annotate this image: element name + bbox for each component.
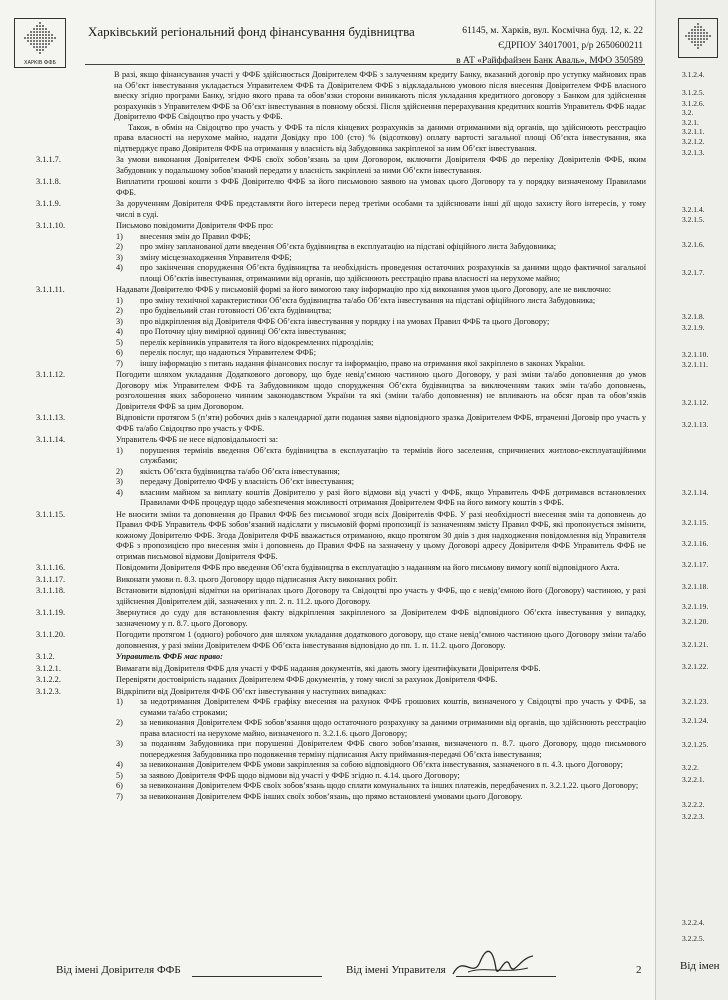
clause-text: Виплатити грошові кошти з ФФБ Довірителю ФФБ за його письмовою заявою на умовах цього Договору та у порядку визначеному Правилами ФФБ. [116, 177, 646, 197]
list-item-number: 1) [116, 445, 123, 455]
next-page-clause-number: 3.2.1.5. [682, 215, 705, 224]
clause-text: За дорученням Довірителя ФФБ представляти його інтереси перед третіми особами та здійснювати інші дії щодо захисту його інтересів, у тому числі в суді. [116, 199, 646, 219]
next-page-clause-number: 3.1.2.5. [682, 88, 705, 97]
next-page-clause-number: 3.2.1.6. [682, 240, 705, 249]
list-item [36, 317, 646, 328]
organization-details [456, 24, 643, 69]
logo-caption: ХАРКІВ ФФБ [24, 60, 56, 66]
clause-number: 3.1.1.14. [36, 435, 66, 444]
clause-number: 3.1.1.12. [36, 370, 66, 379]
next-page-clause-number: 3.2.1.11. [682, 360, 708, 369]
next-page-clause-number: 3.2.1.4. [682, 205, 705, 214]
next-page-clause-number: 3.2.1.16. [682, 539, 709, 548]
clause-row [36, 221, 646, 232]
list-item-text: за невиконання Довірителем ФФБ своїх зобов’язань щодо сплати комунальних та інших платежів, передбачених п. 3.2.1.22. цього Договору; [140, 781, 639, 790]
clause-number: 3.1.2.3. [36, 686, 61, 696]
list-item-number: 1) [116, 697, 123, 706]
list-item [36, 771, 646, 782]
clause-row [36, 413, 646, 434]
clause-number: 3.1.1.13. [36, 413, 66, 422]
fund-logo-partial [678, 18, 718, 58]
clause-row [36, 435, 646, 446]
list-item [36, 242, 646, 253]
list-item-number: 3) [116, 316, 123, 326]
list-item-text: про закінчення спорудження Об’єкта будівництва та необхідність проведення остаточних розрахунків за даними щодо фактичної загальної площі Об’єктів інвестування, отриманими від органів, що здійснюють реєстрацію права власності на нерухоме майно; [140, 263, 646, 283]
list-item-text: про зміну запланованої дати введення Об’єкта будівництва в експлуатацію на підставі офіційного листа Забудовника; [140, 242, 557, 251]
list-item-text: зміну місцезнаходження Управителя ФФБ; [140, 252, 292, 262]
signature-line-trustor [192, 976, 322, 977]
list-item [36, 338, 646, 349]
clause-text: Управитель ФФБ не несе відповідальності за: [116, 435, 278, 444]
list-item-number: 2) [116, 306, 123, 315]
section-title: Управитель ФФБ має право: [116, 652, 223, 661]
clause-row [36, 630, 646, 651]
list-item [36, 348, 646, 359]
clause-text: Перевіряти достовірність наданих Довірителем ФФБ документів, у тому числі за рахунок Довірителя ФФБ. [116, 675, 498, 684]
next-page-clause-number: 3.1.2.6. [682, 99, 705, 108]
list-item-number: 7) [116, 358, 123, 368]
list-item-number: 1) [116, 295, 123, 305]
clause-number: 3.1.1.15. [36, 509, 66, 519]
document-body [36, 70, 646, 802]
list-item [36, 760, 646, 771]
organization-title: Харківський регіональний фонд фінансування будівництва [88, 24, 415, 39]
list-item-text: за недотримання Довірителем ФФБ графіку внесення на рахунок ФФБ грошових коштів, визначеного у Свідоцтві про участь у ФФБ, за сумами та/або строками; [140, 697, 646, 717]
list-item-number: 3) [116, 477, 123, 486]
next-page-clause-number: 3.2.2. [682, 763, 699, 772]
section-heading-row [36, 652, 646, 663]
clause-text: Не вносити зміни та доповнення до Правил ФФБ без письмової згоди всіх Довірителів ФФБ. У разі необхідності внесення змін та доповнень до Правил ФФБ Управитель ФФБ зобов’язаний надіслати у письмовій формі пропозиції із зазначенням змісту Правил ФФБ, які пропонується змінити, кожному Довірителю ФФБ. Згода Довірителя ФФБ вважається отриманою, якщо протягом 30 днів з дня надходження повідомлення від Управителя ФФБ з пропозицією про внесення змін і доповнень до Правил ФФБ на зазначену у цьому Договорі адресу Довірителя ФФБ Управитель ФФБ не отримав письмової відмови Довірителя ФФБ. [116, 509, 646, 561]
list-item [36, 467, 646, 478]
list-item-text: передачу Довірителю ФФБ у власність Об’єкт інвестування; [140, 477, 355, 486]
next-page-clause-number: 3.2.1.12. [682, 398, 709, 407]
clause-text: Письмово повідомити Довірителя ФФБ про: [116, 221, 274, 230]
clause-row [36, 370, 646, 412]
clause-text: Повідомити Довірителя ФФБ про введення Об’єкта будівництва в експлуатацію з наданням на його письмову вимогу копії відповідного Акта. [116, 563, 620, 572]
list-item-number: 7) [116, 791, 123, 801]
next-page-clause-number: 3.1.2.4. [682, 70, 705, 79]
clause-row [36, 155, 646, 176]
list-item [36, 327, 646, 338]
list-item [36, 359, 646, 370]
clause-number: 3.1.1.19. [36, 608, 66, 617]
organization-edrpou: ЄДРПОУ 34017001, р/р 2650600211 [498, 41, 643, 51]
list-item [36, 739, 646, 760]
clause-row [36, 575, 646, 586]
footer-left-label: Від імені Довірителя ФФБ [56, 964, 181, 976]
next-page-clause-number: 3.2.1.15. [682, 518, 709, 527]
clause-number: 3.1.1.9. [36, 199, 61, 208]
list-item-text: за невиконання Довірителем ФФБ інших своїх зобов’язань, що прямо встановлені умовами цього Договору. [140, 791, 523, 801]
clause-row [36, 687, 646, 698]
list-item-text: якість Об’єкта будівництва та/або Об’єкта інвестування; [140, 466, 340, 476]
next-page-clause-number: 3.2.1.2. [682, 137, 705, 146]
clause-row [36, 285, 646, 296]
clause-number: 3.1.2.1. [36, 663, 61, 673]
next-page-clause-number: 3.2.2.4. [682, 918, 705, 927]
next-page-clause-number: 3.2.1.23. [682, 697, 709, 706]
list-item-number: 4) [116, 760, 123, 769]
next-page-clause-number: 3.2.1.9. [682, 323, 705, 332]
list-item-text: за поданням Забудовника при порушенні Довірителем ФФБ свого зобов’язання, визначеного п. 8.7. цього Договору, щодо письмового попередження Забудовника про подовження терміну підписання Акту приймання-передачі Об’єкта інвестування; [140, 739, 646, 759]
list-item-number: 1) [116, 231, 123, 241]
fund-logo [14, 18, 66, 68]
clause-number: 3.1.1.16. [36, 563, 66, 572]
clause-number: 3.1.1.17. [36, 574, 66, 584]
list-item [36, 718, 646, 739]
clause-text: Відповісти протягом 5 (п’яти) робочих днів з календарної дати подання заяви відповідного зразка Довірителем ФФБ, втраченні Договір про участь у ФФБ та/або Свідоцтво про участь у ФФБ. [116, 413, 646, 433]
intro-paragraph: Також, в обмін на Свідоцтво про участь у ФФБ та після кінцевих розрахунків за даними отриманими від органів, що здійснюють реєстрацію права власності на нерухоме майно, надати Довідку про 100 (сто) % (відсоткову) оплату вартості загальної площі Об’єкта інвестування, яка підтверджує право Довірителя ФФБ на отримання у власність від Забудовника закріпленої за ним Об’єкт інвестування. [114, 122, 646, 153]
list-item-number: 4) [116, 327, 123, 336]
next-page-clause-number: 3.2.1.7. [682, 268, 705, 277]
list-item-text: іншу інформацію з питань надання фінансових послуг та інформацію, право на отримання якої закріплено в законах України. [140, 358, 586, 368]
next-page-clause-number: 3.2.1.17. [682, 560, 709, 569]
organization-address: 61145, м. Харків, вул. Космічна буд. 12, к. 22 [462, 26, 643, 36]
list-item-number: 4) [116, 487, 123, 497]
clause-row [36, 177, 646, 198]
list-item-text: про зміну технічної характеристики Об’єкта будівництва та/або Об’єкта інвестування на підставі офіційного листа Забудовника; [140, 295, 596, 305]
clause-text: Вимагати від Довірителя ФФБ для участі у ФФБ надання документів, які дають змогу ідентифікувати Довірителя ФФБ. [116, 663, 541, 673]
organization-bank: в АТ «Райффайзен Банк Аваль», МФО 350589 [456, 56, 643, 66]
list-item-number: 4) [116, 263, 123, 272]
next-page-footer-fragment: Від імен [680, 960, 720, 972]
clause-number: 3.1.1.7. [36, 155, 61, 164]
clause-row [36, 675, 646, 686]
clause-number: 3.1.2.2. [36, 675, 61, 684]
list-item-text: про відкріплення від Довірителя ФФБ Об’єкта інвестування у порядку і на умовах Правил ФФБ та цього Договору; [140, 316, 550, 326]
clause-text: Погодити протягом 1 (одного) робочого дня шляхом укладання додаткового договору, що стане невід’ємною частиною цього Договору зміни та/або доповнення, у разі зміни Довірителем ФФБ Об’єкта інвестування відповідно до пп. 1. п. 11.2. цього Договору. [116, 630, 646, 650]
list-item [36, 446, 646, 467]
list-item [36, 296, 646, 307]
list-item-number: 2) [116, 718, 123, 727]
list-item-text: про Поточну ціну вимірної одиниці Об’єкта інвестування; [140, 327, 347, 336]
list-item [36, 306, 646, 317]
list-item-number: 2) [116, 466, 123, 476]
list-item-number: 5) [116, 337, 123, 347]
clause-number: 3.1.1.8. [36, 177, 61, 186]
list-item [36, 263, 646, 284]
list-item-text: внесення змін до Правил ФФБ; [140, 231, 251, 241]
next-page-clause-number: 3.2.2.3. [682, 812, 705, 821]
list-item-text: перелік керівників управителя та його відокремлених підрозділів; [140, 337, 374, 347]
clause-text: За умови виконання Довірителем ФФБ своїх зобов’язань за цим Договором, включити Довірителя ФФБ до переліку Довірителів ФФБ, яким Забудовник у подальшому зобов’язаний передати у власність закріплені за ними Об’єкти інвестування. [116, 155, 646, 175]
clause-text: Погодити шляхом укладання Додаткового договору, що буде невід’ємною частиною цього Договору, у разі зміни та/або доповнення до умов Договору між Управителем ФФБ та Забудовником щодо спорудження Об’єкта будівництва за виключенням таких змін та/або доповнень, розголошення яких заборонено чинним законодавством України та які (зміни та/або доповнення) не впливають на обсяг прав та обов’язків Довірителя ФФБ за цим Договором. [116, 370, 646, 411]
list-item-number: 2) [116, 242, 123, 251]
intro-paragraph: В разі, якщо фінансування участі у ФФБ здійснюється Довірителем ФФБ з залученням кредиту Банку, вказаний договір про уступку майнових прав на Об’єкт інвестування укладається Управителем ФФБ та Довірителем ФФБ з відкладальною умовою після внесення Довірителем ФФБ власного внеску згідно програми Банку, згідно якого права та обов’язки сторони виникають після укладання кредитного договору з Банком для здійснення розрахунків з Управителем ФФБ за Об’єкт інвестування в повному обсязі. Після здійснення перерахування кредитних коштів Управитель ФФБ надає Довірителю ФФБ Свідоцтво про участь у ФФБ. [114, 70, 646, 121]
list-item-number: 6) [116, 348, 123, 357]
section-number: 3.1.2. [36, 652, 55, 661]
clause-text: Встановити відповідні відмітки на оригіналах цього Договору та Свідоцтві про участь у ФФБ, що є невід’ємною його (Договору) частиною, у разі здійснення Довірителем дій, зазначених у пп. 2. п. 11.2. цього Договору. [116, 586, 646, 606]
list-item [36, 697, 646, 718]
next-page-clause-number: 3.2.1.10. [682, 350, 709, 359]
clause-text: Надавати Довірителю ФФБ у письмовій формі за його вимогою таку інформацію про хід виконання умов цього Договору, але не виключно: [116, 285, 612, 294]
next-page-clause-number: 3.2.1.8. [682, 312, 705, 321]
list-item [36, 781, 646, 792]
list-item-number: 5) [116, 770, 123, 780]
list-item-text: порушення термінів введення Об’єкта будівництва в експлуатацію та термінів його заселення, спричинених житлово-експлуатаційними службами; [140, 445, 646, 465]
clause-number: 3.1.1.18. [36, 586, 66, 595]
footer-right-label: Від імені Управителя [346, 964, 446, 976]
clause-number: 3.1.1.10. [36, 221, 66, 230]
next-page-clause-number: 3.2.1.19. [682, 602, 709, 611]
list-item-text: власним майном за виплату коштів Довірителю у разі його відмови від участі у ФФБ, якщо Управитель ФФБ дотримався встановлених Правилами ФФБ процедур щодо забезпечення можливості отримання Довірителем ФФБ на його вимогу коштів з ФФБ. [140, 487, 646, 507]
next-page-clause-number: 3.2.1. [682, 118, 699, 127]
clause-row [36, 608, 646, 629]
clause-row [36, 199, 646, 220]
list-item [36, 477, 646, 488]
clause-text: Відкріпити від Довірителя ФФБ Об’єкт інвестування у наступних випадках: [116, 686, 387, 696]
clause-text: Виконати умови п. 8.3. цього Договору щодо підписання Акту виконаних робіт. [116, 574, 398, 584]
signature-line-manager [456, 976, 556, 977]
clause-text: Звернутися до суду для встановлення факту відкріплення закріпленого за Довірителем ФФБ відповідного Об’єкта інвестування у випадку, зазначеному у п. 8.7. цього Договору. [116, 608, 646, 628]
clause-row [36, 586, 646, 607]
list-item-text: за невиконання Довірителем ФФБ умови закріплення за собою відповідного Об’єкта інвестування, зазначеного в п. 4.3. цього Договору; [140, 760, 623, 769]
next-page-clause-number: 3.2.1.13. [682, 420, 709, 429]
list-item [36, 232, 646, 243]
page-number: 2 [636, 964, 642, 976]
list-item-text: за заявою Довірителя ФФБ щодо відмови від участі у ФФБ згідно п. 4.14. цього Договору; [140, 770, 460, 780]
header-divider [85, 64, 645, 65]
list-item-text: перелік послуг, що надаються Управителем ФФБ; [140, 348, 317, 357]
next-page-clause-number: 3.2.1.20. [682, 617, 709, 626]
next-page-clause-number: 3.2.1.1. [682, 127, 705, 136]
next-page-clause-number: 3.2.1.22. [682, 662, 709, 671]
list-item [36, 488, 646, 509]
next-page-clause-number: 3.2. [682, 108, 694, 117]
handwritten-signature [448, 944, 538, 984]
clause-number: 3.1.1.20. [36, 630, 66, 639]
clause-number: 3.1.1.11. [36, 285, 65, 294]
next-page-clause-number: 3.2.1.14. [682, 488, 709, 497]
next-page-clause-number: 3.2.1.21. [682, 640, 709, 649]
next-page-clause-number: 3.2.2.5. [682, 934, 705, 943]
list-item-number: 3) [116, 739, 123, 748]
list-item-text: про будівельний стан готовності Об’єкта будівництва; [140, 306, 332, 315]
next-page-clause-number: 3.2.2.2. [682, 800, 705, 809]
list-item-number: 6) [116, 781, 123, 790]
list-item [36, 253, 646, 264]
clause-row [36, 563, 646, 574]
list-item-number: 3) [116, 252, 123, 262]
list-item [36, 792, 646, 803]
next-page-clause-number: 3.2.1.25. [682, 740, 709, 749]
clause-row [36, 664, 646, 675]
next-page-edge [655, 0, 728, 1000]
next-page-clause-number: 3.2.1.18. [682, 582, 709, 591]
next-page-clause-number: 3.2.1.3. [682, 148, 705, 157]
next-page-clause-number: 3.2.2.1. [682, 775, 705, 784]
list-item-text: за невиконання Довірителем ФФБ зобов’язання щодо остаточного розрахунку за даними отриманими від органів, що здійснюють реєстрацію права власності на нерухоме майно, визначеного п. 3.2.1.6. цього Договору; [140, 718, 646, 738]
next-page-clause-number: 3.2.1.24. [682, 716, 709, 725]
clause-row [36, 510, 646, 563]
